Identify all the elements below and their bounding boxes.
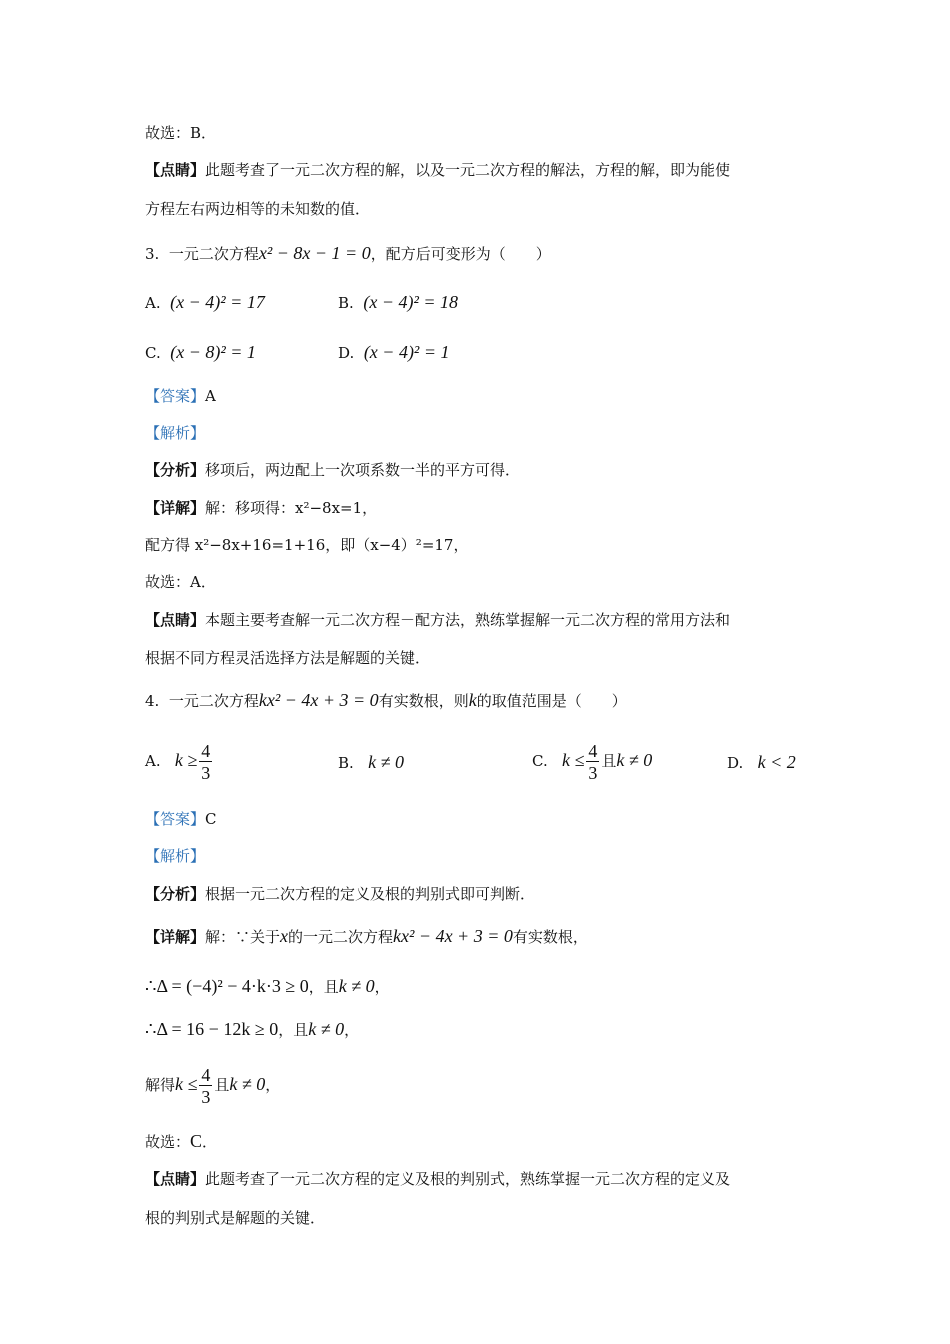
q4-solve: 解得k ≤ $\frac{4}{3}$ 且k ≠ 0， (145, 1065, 281, 1107)
q3-review-line1: 【点睛】本题主要考查解一元二次方程－配方法，熟练掌握解一元二次方程的常用方法和 (145, 611, 731, 629)
q3-fenxi: 【分析】移项后，两边配上一次项系数一半的平方可得． (145, 461, 521, 479)
q4-option-a: A. k ≥ $\frac{4}{3}$ (145, 741, 211, 783)
q4-equation: kx² − 4x + 3 = 0 (258, 690, 379, 710)
fraction: $\frac{4}{3}$ (201, 741, 211, 783)
q4-choice: 故选：C． (145, 1131, 218, 1151)
q4-option-c: C. k ≤ $\frac{4}{3}$ 且k ≠ 0 (532, 741, 653, 783)
q3-stem: 3. 一元二次方程x² − 8x − 1 = 0，配方后可变形为（ ） (145, 243, 551, 263)
q4-answer: 【答案】C (145, 810, 217, 828)
q4-option-b: B. k ≠ 0 (338, 752, 404, 772)
q3-detail-line1: 【详解】解：移项得：x²−8x=1， (145, 499, 378, 517)
q3-choice: 故选：A． (145, 573, 216, 591)
q4-step1: ∴Δ = (−4)² − 4·k·3 ≥ 0，且k ≠ 0， (145, 976, 390, 996)
q2-choice: 故选：B． (145, 124, 217, 142)
q4-review-line1: 【点睛】此题考查了一元二次方程的定义及根的判别式，熟练掌握一元二次方程的定义及 (145, 1170, 731, 1188)
review-tag: 【点睛】 (145, 161, 206, 179)
fraction: $\frac{4}{3}$ (201, 1065, 211, 1107)
q3-review-line2: 根据不同方程灵活选择方法是解题的关键． (145, 649, 431, 667)
q4-stem: 4. 一元二次方程kx² − 4x + 3 = 0有实数根，则k的取值范围是（ ） (145, 690, 627, 710)
q3-answer: 【答案】A (145, 387, 216, 405)
q3-analysis-tag: 【解析】 (145, 424, 206, 442)
q3-option-b: B. (x − 4)² = 18 (338, 292, 459, 312)
q2-review-line1: 【点睛】此题考查了一元二次方程的解，以及一元二次方程的解法，方程的解，即为能使 (145, 161, 731, 179)
q4-step2: ∴Δ = 16 − 12k ≥ 0，且k ≠ 0， (145, 1019, 360, 1039)
q2-review-line2: 方程左右两边相等的未知数的值． (145, 200, 371, 218)
q3-option-a: A. (x − 4)² = 17 (145, 292, 265, 312)
fraction: $\frac{4}{3}$ (588, 741, 598, 783)
q4-fenxi: 【分析】根据一元二次方程的定义及根的判别式即可判断． (145, 885, 536, 903)
q3-equation: x² − 8x − 1 = 0 (258, 243, 371, 263)
q3-option-d: D. (x − 4)² = 1 (338, 342, 450, 362)
q4-option-d: D. k < 2 (727, 752, 796, 772)
q4-detail: 【详解】解：∵关于x的一元二次方程kx² − 4x + 3 = 0有实数根， (145, 926, 588, 946)
q3-detail-line2: 配方得 x²−8x+16=1+16，即（x−4）²=17， (145, 536, 469, 554)
q3-option-c: C. (x − 8)² = 1 (145, 342, 256, 362)
q4-review-line2: 根的判别式是解题的关键． (145, 1209, 326, 1227)
q4-analysis-tag: 【解析】 (145, 847, 206, 865)
